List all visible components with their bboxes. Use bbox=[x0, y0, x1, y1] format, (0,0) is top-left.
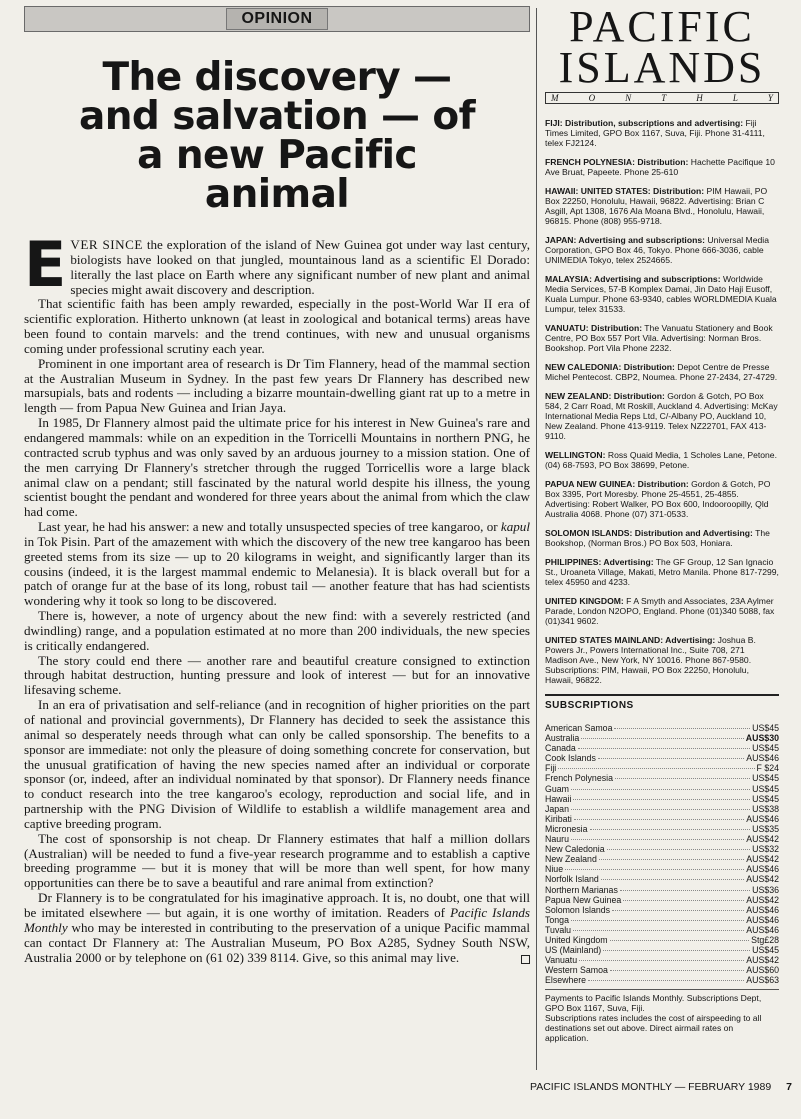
contact-text: Gordon & Gotch, PO Box 3395, Port Moresby. Phone 25-4551, 25-4855. Advertising: Robert Walker, PO Box 600, Indooroopilly, Qld Australia 4068. Phone (07) 371-0533. bbox=[545, 479, 771, 519]
leader-dots bbox=[571, 789, 750, 790]
leader-dots bbox=[590, 829, 751, 830]
rate-price: F $24 bbox=[756, 763, 779, 774]
rate-price: AUS$42 bbox=[746, 854, 779, 865]
rate-price: US$36 bbox=[752, 884, 779, 895]
rate-row bbox=[545, 895, 779, 905]
leader-dots bbox=[607, 849, 750, 850]
contact-entry bbox=[545, 118, 779, 148]
paragraph: EVER SINCE the exploration of the island of New Guinea got under way last century, biologists have looked on that jungled, mountainous land as a scientific El Dorado: literally the last place on Earth where any significant number of new plant and animal species might await discovery and description. bbox=[24, 228, 531, 301]
contact-text: Joshua B. Powers Jr., Powers International Inc., Suite 708, 271 Madison Ave., New York, NY 10016. Phone 867-9580. Subscriptions: PIM, Hawaii, PO Box 22250, Honolulu, Hawaii, 96822. bbox=[545, 635, 756, 685]
rate-price: US$35 bbox=[752, 823, 779, 834]
rate-price: US$45 bbox=[752, 773, 779, 784]
monthly-bar: M O N T H L Y bbox=[545, 92, 779, 104]
rate-row bbox=[545, 804, 779, 814]
leader-dots bbox=[599, 859, 744, 860]
page-number: 7 bbox=[786, 1081, 792, 1093]
leader-dots bbox=[601, 879, 744, 880]
end-mark-icon bbox=[521, 955, 530, 964]
paragraph: Prominent in one important area of research is Dr Tim Flannery, head of the mammal section at the Australian Museum in Sydney. In the past few years Dr Flannery has described new marsupials, bats and rodents — including a bizarre mountain-dwelling giant rat up to a metre in length — from Papua New Guinea and Irian Jaya. bbox=[24, 355, 530, 416]
rate-row bbox=[545, 965, 779, 975]
rate-price: AUS$46 bbox=[746, 904, 779, 915]
rate-price: Stg£28 bbox=[751, 934, 779, 945]
contact-label: FRENCH POLYNESIA: Distribution: bbox=[545, 157, 689, 167]
contact-entry bbox=[545, 186, 779, 226]
contact-entry bbox=[545, 157, 779, 177]
rate-row bbox=[545, 915, 779, 925]
info-column bbox=[545, 2, 779, 1043]
rate-price: AUS$46 bbox=[746, 914, 779, 925]
leader-dots bbox=[579, 960, 744, 961]
rate-destination: Micronesia bbox=[545, 823, 588, 834]
rate-destination: Nauru bbox=[545, 834, 569, 845]
rate-price: AUS$42 bbox=[746, 955, 779, 966]
rate-row bbox=[545, 733, 779, 743]
contact-text: Universal Media Corporation, GPO Box 46, Tokyo. Phone 666-3036, cable UNIMEDIA Tokyo, telex 2524665. bbox=[545, 235, 769, 265]
rate-row bbox=[545, 743, 779, 753]
rate-row bbox=[545, 874, 779, 884]
contact-text: F A Smyth and Associates, 23A Aylmer Parade, London N2OPO, England. Phone (01)340 5088, fax (01)341 9602. bbox=[545, 596, 775, 626]
rate-row bbox=[545, 975, 779, 985]
leader-dots bbox=[574, 819, 744, 820]
rates-note: Subscriptions rates includes the cost of airspeeding to all destinations set out above. Direct airmail rates on application. bbox=[545, 1013, 762, 1043]
contact-entry bbox=[545, 479, 779, 519]
leader-dots bbox=[603, 950, 750, 951]
rate-destination: Japan bbox=[545, 803, 569, 814]
leader-dots bbox=[610, 940, 750, 941]
rate-row bbox=[545, 955, 779, 965]
rate-destination: Western Samoa bbox=[545, 965, 608, 976]
contact-text: PIM Hawaii, PO Box 22250, Honolulu, Hawaii, 96822. Advertising: Brian C Asgill, Apt 1308, 1676 Ala Moana Blvd., Honolulu, Hawaii, 96815. Phone (808) 955-9718. bbox=[545, 186, 768, 226]
rate-row bbox=[545, 945, 779, 955]
masthead-line: PACIFIC bbox=[569, 2, 755, 51]
leader-dots bbox=[612, 910, 744, 911]
paragraph: In an era of privatisation and self-reliance (and in recognition of higher priorities on the part of national and provincial governments), Dr Flannery has decided to seek the assistance this animal so desperately needs through what can only be called sponsorship. The benefits to a sponsor are immediate: not only the pleasure of doing something concrete for conservation, but the unusual gratification of having the new species named after an individual or corporate sponsor (or, indeed, after an individual nominated by that sponsor). Dr Flannery needs finance to conduct research into the tree kangaroo's ecology, reproduction and social life, and in partnership with the PNG Division of Wildlife to establish a wildlife management area and captive breeding program. bbox=[24, 697, 530, 831]
leader-dots bbox=[614, 728, 750, 729]
rate-row bbox=[545, 763, 779, 773]
contact-text: Gordon & Gotch, PO Box 584, 2 Carr Road, Mt Roskill, Auckland 4. Advertising: McKay International Media Reps Ltd, C/-Albany PO, Auckland 10, New Zealand. Phone 413-9119. Telex NZ22701, FAX 413-9110. bbox=[545, 391, 778, 441]
paragraph: The story could end there — another rare and beautiful creature consigned to extinction through habitat destruction, hunting pressure and look of interest — but for an innovative lifesaving scheme. bbox=[24, 652, 530, 698]
leader-dots bbox=[571, 809, 750, 810]
rate-row bbox=[545, 723, 779, 733]
headline-line: The discovery — bbox=[102, 55, 452, 100]
contact-text: The Vanuatu Stationery and Book Centre, PO Box 557 Port Vila. Advertising: Norman Bros. Bookshop. Port Vila Phone 2232. bbox=[545, 323, 773, 353]
paragraph: Last year, he had his answer: a new and totally unsuspected species of tree kangaroo, or kapul in Tok Pisin. Part of the amazement with which the discovery of the new tree kangaroo has been greeted stems from its size — up to 20 kilograms in weight, and significantly larger than its cousins (indeed, it is the largest mammal endemic to Melanesia). It is black overall but for a patch of orange fur at the base of its long, robust tail — another feature that has had scientists wondering why it took so long to be discovered. bbox=[24, 519, 530, 609]
leader-dots bbox=[573, 930, 744, 931]
page-footer bbox=[530, 1081, 792, 1093]
masthead-logo bbox=[545, 2, 779, 104]
contact-label: VANUATU: Distribution: bbox=[545, 323, 643, 333]
rate-row bbox=[545, 834, 779, 844]
subscription-rates bbox=[545, 723, 779, 985]
rate-row bbox=[545, 824, 779, 834]
leader-dots bbox=[623, 900, 744, 901]
rate-destination: Hawaii bbox=[545, 793, 572, 804]
contact-entry bbox=[545, 596, 779, 626]
contact-text: Fiji Times Limited, GPO Box 1167, Suva, Fiji. Phone 31-4111, telex FJ2124. bbox=[545, 118, 765, 148]
contact-label: FIJI: Distribution, subscriptions and advertising: bbox=[545, 118, 744, 128]
rate-destination: Solomon Islands bbox=[545, 904, 611, 915]
rate-destination: Australia bbox=[545, 733, 580, 744]
article-body bbox=[24, 228, 531, 965]
contact-entry bbox=[545, 450, 779, 470]
rate-row bbox=[545, 814, 779, 824]
rate-row bbox=[545, 794, 779, 804]
rate-price: AUS$60 bbox=[746, 965, 779, 976]
rate-price: AUS$46 bbox=[746, 753, 779, 764]
rate-destination: American Samoa bbox=[545, 723, 613, 733]
rate-row bbox=[545, 925, 779, 935]
contact-entry bbox=[545, 274, 779, 314]
rate-price: AUS$30 bbox=[745, 733, 779, 744]
contact-label: JAPAN: Advertising and subscriptions: bbox=[545, 235, 705, 245]
rate-price: AUS$42 bbox=[746, 894, 779, 905]
rate-row bbox=[545, 885, 779, 895]
contact-label: WELLINGTON: bbox=[545, 450, 606, 460]
paragraph: That scientific faith has been amply rewarded, especially in the post-World War II era of scientific exploration. Hitherto unknown (at least in zoological and botanical terms) areas have been found to contain marvels: and the trend continues, with new and unusual organisms coming under professional scrutiny each year. bbox=[24, 296, 530, 356]
column-divider bbox=[536, 8, 537, 1070]
contact-label: UNITED STATES MAINLAND: Advertising: bbox=[545, 635, 716, 645]
rate-destination: Papua New Guinea bbox=[545, 894, 622, 905]
paragraph: In 1985, Dr Flannery almost paid the ultimate price for his interest in New Guinea's rare and endangered mammals: while on an expedition in the Torricelli Mountains in northern PNG, he contracted scrub typhus and was only saved by an arduous journey to a mission station. One of the men carrying Dr Flannery's stretcher through the rugged Torricellis wore a large black animal claw on a pendant; still fascinated by the natural world despite his illness, the young scientist bought the pendant and wondered for three years about the animal from which the claw had come. bbox=[24, 415, 530, 520]
headline-line: animal bbox=[204, 172, 350, 217]
rate-destination: Vanuatu bbox=[545, 955, 578, 966]
rate-price: AUS$42 bbox=[746, 834, 779, 845]
contact-label: MALAYSIA: Advertising and subscriptions: bbox=[545, 274, 721, 284]
rate-destination: US (Mainland) bbox=[545, 945, 602, 956]
leader-dots bbox=[578, 748, 750, 749]
rate-price: US$45 bbox=[752, 945, 779, 956]
leader-dots bbox=[565, 869, 744, 870]
subscriptions-title: SUBSCRIPTIONS bbox=[545, 694, 779, 711]
rate-destination: Guam bbox=[545, 783, 569, 794]
contact-label: NEW ZEALAND: Distribution: bbox=[545, 391, 665, 401]
rate-price: AUS$42 bbox=[746, 874, 779, 885]
rate-price: US$32 bbox=[752, 844, 779, 855]
contact-label: PAPUA NEW GUINEA: Distribution: bbox=[545, 479, 689, 489]
paragraph: The cost of sponsorship is not cheap. Dr Flannery estimates that half a million dollars (Australian) will be needed to fund a five-year research programme and to establish a captive breeding programme — but it is money that will be more than well spent, for how many opportunities can there be to save a beautiful and rare animal from extinction? bbox=[24, 830, 530, 891]
section-label: OPINION bbox=[226, 8, 327, 30]
rate-destination: Canada bbox=[545, 743, 576, 754]
contact-entry bbox=[545, 362, 779, 382]
rate-destination: Cook Islands bbox=[545, 753, 596, 764]
contact-text: Worldwide Media Services, 57-B Komplex Damai, Jin Dato Haji Eusoff, Kuala Lumpur. Phone 63-9340, cables WORLDMEDIA Kuala Lumpur, telex 31533. bbox=[545, 274, 777, 314]
leader-dots bbox=[581, 738, 744, 739]
contact-label: UNITED KINGDOM: bbox=[545, 596, 624, 606]
rate-row bbox=[545, 864, 779, 874]
payments-note: Payments to Pacific Islands Monthly. Subscriptions Dept, GPO Box 1167, Suva, Fiji. bbox=[545, 993, 762, 1014]
paragraph: There is, however, a note of urgency about the new find: with a severely restricted (and dwindling) range, and a population estimated at no more than 200 individuals, the new species is critically endangered. bbox=[24, 608, 530, 653]
rate-price: US$45 bbox=[752, 723, 779, 733]
rate-destination: Fiji bbox=[545, 763, 557, 774]
contact-text: Hachette Pacifique 10 Ave Bruat, Papeete. Phone 25-610 bbox=[545, 157, 775, 177]
contact-text: The Bookshop, (Norman Bros.) PO Box 503, Honiara. bbox=[545, 528, 770, 548]
rate-row bbox=[545, 784, 779, 794]
subscription-notes bbox=[545, 989, 779, 1043]
leader-dots bbox=[610, 970, 744, 971]
headline-line: and salvation — of bbox=[79, 94, 475, 139]
rate-price: AUS$63 bbox=[746, 975, 779, 986]
rate-price: US$45 bbox=[752, 743, 779, 754]
contact-text: The GF Group, 12 San Ignacio St., Uroaneta Village, Makati, Metro Manila. Phone 817-7299, telex 45950 and 4233. bbox=[545, 557, 779, 587]
rate-row bbox=[545, 844, 779, 854]
rate-row bbox=[545, 753, 779, 763]
rate-row bbox=[545, 773, 779, 783]
leader-dots bbox=[573, 799, 750, 800]
contact-label: PHILIPPINES: Advertising: bbox=[545, 557, 654, 567]
rate-destination: Niue bbox=[545, 864, 564, 875]
masthead-line: ISLANDS bbox=[558, 43, 766, 92]
contact-entry bbox=[545, 391, 779, 441]
contact-text: Ross Quaid Media, 1 Scholes Lane, Petone. (04) 68-7593, PO Box 38699, Petone. bbox=[545, 450, 777, 470]
contact-entry bbox=[545, 323, 779, 353]
leader-dots bbox=[571, 920, 744, 921]
contact-entry bbox=[545, 235, 779, 265]
rate-destination: United Kingdom bbox=[545, 934, 608, 945]
rate-row bbox=[545, 854, 779, 864]
contact-entry bbox=[545, 557, 779, 587]
contact-list bbox=[545, 118, 779, 685]
rate-price: AUS$46 bbox=[746, 813, 779, 824]
rate-price: AUS$46 bbox=[746, 924, 779, 935]
leader-dots bbox=[571, 839, 744, 840]
contact-label: NEW CALEDONIA: Distribution: bbox=[545, 362, 675, 372]
article-column bbox=[24, 6, 530, 965]
rate-destination: Elsewhere bbox=[545, 975, 587, 986]
contact-text: Depot Centre de Presse Michel Pentecost. CBP2, Noumea. Phone 27-2434, 27-4729. bbox=[545, 362, 778, 382]
rate-price: AUS$46 bbox=[746, 864, 779, 875]
contact-entry bbox=[545, 528, 779, 548]
rate-row bbox=[545, 935, 779, 945]
publication-line: PACIFIC ISLANDS MONTHLY — FEBRUARY 1989 bbox=[530, 1081, 772, 1093]
headline-line: a new Pacific bbox=[137, 133, 417, 178]
rate-destination: New Caledonia bbox=[545, 844, 605, 855]
leader-dots bbox=[598, 758, 744, 759]
rate-price: US$45 bbox=[752, 793, 779, 804]
contact-entry bbox=[545, 635, 779, 685]
leader-dots bbox=[615, 778, 750, 779]
lead-caps: VER SINCE bbox=[70, 237, 143, 252]
rate-destination: Norfolk Island bbox=[545, 874, 599, 885]
contact-label: SOLOMON ISLANDS: Distribution and Advertising: bbox=[545, 528, 753, 538]
rate-destination: New Zealand bbox=[545, 854, 597, 865]
headline bbox=[24, 55, 530, 217]
contact-label: HAWAII: UNITED STATES: Distribution: bbox=[545, 186, 705, 196]
rate-destination: Tonga bbox=[545, 914, 569, 925]
rate-destination: Northern Marianas bbox=[545, 884, 618, 895]
section-bar bbox=[24, 6, 530, 32]
rate-destination: French Polynesia bbox=[545, 773, 613, 784]
rate-price: US$45 bbox=[752, 783, 779, 794]
leader-dots bbox=[588, 980, 744, 981]
leader-dots bbox=[558, 768, 754, 769]
rate-destination: Kiribati bbox=[545, 813, 572, 824]
leader-dots bbox=[620, 890, 750, 891]
rate-destination: Tuvalu bbox=[545, 924, 572, 935]
drop-cap: E bbox=[24, 228, 67, 301]
rate-price: US$38 bbox=[752, 803, 779, 814]
rate-row bbox=[545, 905, 779, 915]
paragraph: Dr Flannery is to be congratulated for his imaginative approach. It is, no doubt, one that will be imitated elsewhere — but again, it is one worthy of imitation. Readers of Pacific Islands Monthly who may be interested in contributing to the preservation of a unique Pacific mammal can contact Dr Flannery at: The Australian Museum, PO Box A285, Sydney South NSW, Australia 2000 or by telephone on (61 02) 339 8114. Give, so this animal may live. bbox=[24, 890, 531, 965]
